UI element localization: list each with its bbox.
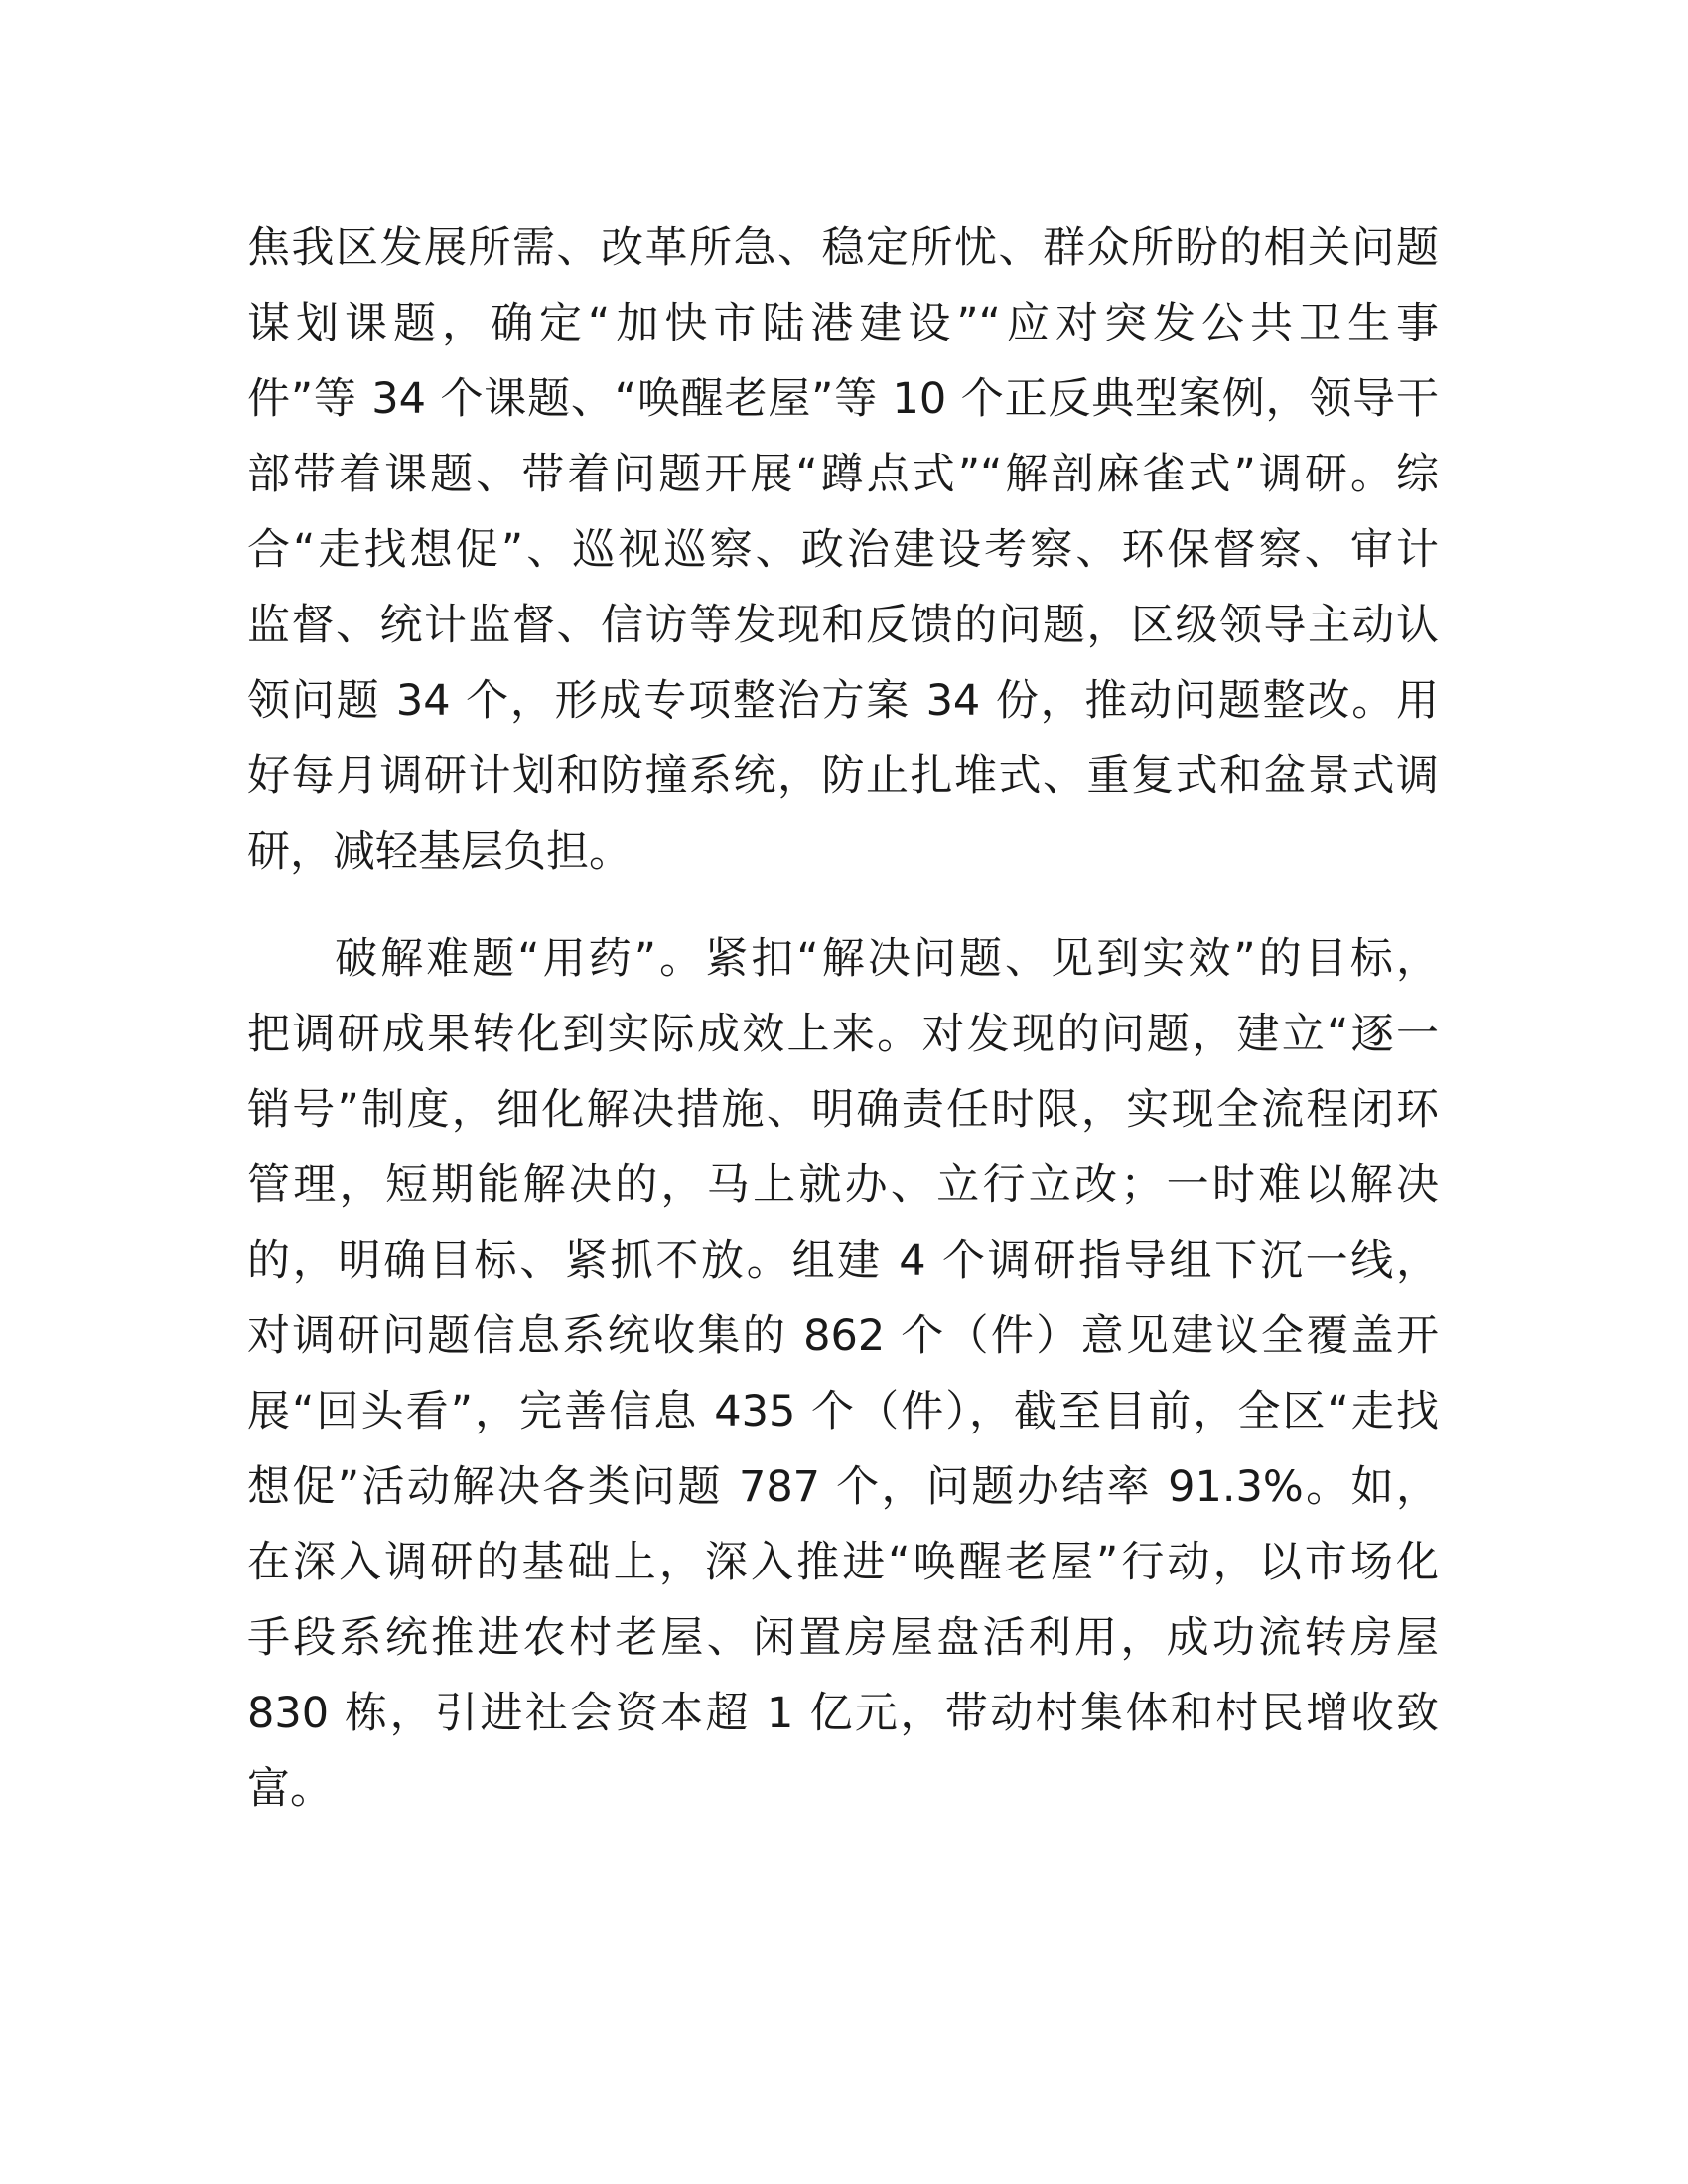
paragraph-line: 在深入调研的基础上，深入推进“唤醒老屋”行动，以市场化	[247, 1538, 1439, 1587]
paragraph-line: 监督、统计监督、信访等发现和反馈的问题，区级领导主动认	[247, 601, 1439, 650]
paragraph-line: 好每月调研计划和防撞系统，防止扎堆式、重复式和盆景式调	[247, 751, 1439, 801]
paragraph-line: 焦我区发展所需、改革所急、稳定所忧、群众所盼的相关问题	[247, 223, 1439, 273]
paragraph-line: 谋划课题，确定“加快市陆港建设”“应对突发公共卫生事	[247, 299, 1439, 348]
paragraph-line: 830 栋，引进社会资本超 1 亿元，带动村集体和村民增收致	[247, 1689, 1439, 1738]
paragraph-2	[247, 921, 1439, 1827]
paragraph-line: 合“走找想促”、巡视巡察、政治建设考察、环保督察、审计	[247, 525, 1439, 575]
paragraph-line: 把调研成果转化到实际成效上来。对发现的问题，建立“逐一	[247, 1010, 1439, 1059]
paragraph-line: 展“回头看”，完善信息 435 个（件），截至目前，全区“走找	[247, 1387, 1439, 1436]
paragraph-line: 研，减轻基层负担。	[247, 827, 632, 877]
paragraph-line: 对调研问题信息系统收集的 862 个（件）意见建议全覆盖开	[247, 1311, 1439, 1361]
paragraph-line: 领问题 34 个，形成专项整治方案 34 份，推动问题整改。用	[247, 676, 1439, 726]
paragraph-line: 件”等 34 个课题、“唤醒老屋”等 10 个正反典型案例，领导干	[247, 374, 1439, 424]
paragraph-line: 想促”活动解决各类问题 787 个，问题办结率 91.3%。如，	[247, 1462, 1439, 1512]
paragraph-line: 破解难题“用药”。紧扣“解决问题、见到实效”的目标，	[335, 934, 1439, 984]
paragraph-line: 部带着课题、带着问题开展“蹲点式”“解剖麻雀式”调研。综	[247, 450, 1439, 499]
paragraph-line: 手段系统推进农村老屋、闲置房屋盘活利用，成功流转房屋	[247, 1613, 1439, 1663]
paragraph-line: 富。	[247, 1764, 333, 1814]
paragraph-line: 的，明确目标、紧抓不放。组建 4 个调研指导组下沉一线，	[247, 1236, 1439, 1286]
paragraph-1	[247, 210, 1439, 889]
paragraph-line: 销号”制度，细化解决措施、明确责任时限，实现全流程闭环	[247, 1085, 1439, 1135]
paragraph-line: 管理，短期能解决的，马上就办、立行立改；一时难以解决	[247, 1160, 1439, 1210]
